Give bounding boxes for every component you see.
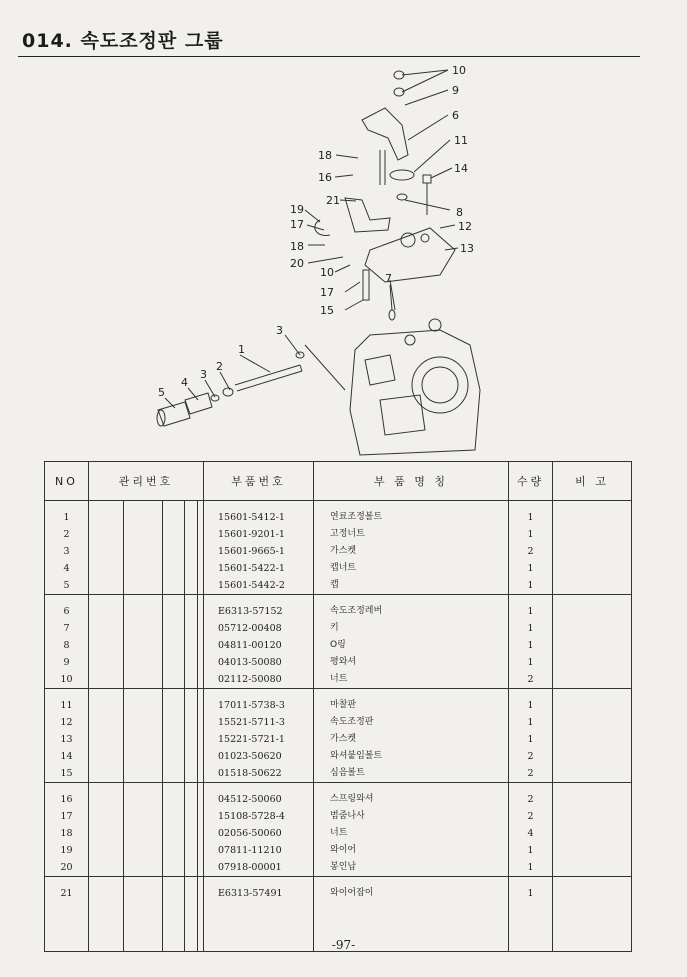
part-no: 02112-50080 <box>218 674 282 685</box>
remark-cell <box>553 689 632 783</box>
part-no: 07918-00001 <box>218 862 282 873</box>
qty-cell <box>509 783 553 877</box>
qty-cell <box>509 501 553 595</box>
callout-17b: 17 <box>320 286 334 299</box>
part-name-cell <box>314 783 509 877</box>
callout-15: 15 <box>320 304 334 317</box>
part-no-cell <box>204 783 314 877</box>
qty: 1 <box>527 512 534 523</box>
part-name-cell <box>314 595 509 689</box>
part-name: 심음볼트 <box>330 768 365 778</box>
part-name: 연료조정볼트 <box>330 512 383 522</box>
table-header-row <box>45 462 632 501</box>
diagram-svg <box>140 60 520 460</box>
part-no: 05712-00408 <box>218 623 282 634</box>
part-no-cell <box>204 689 314 783</box>
part-name: 봉인납 <box>330 862 357 872</box>
part-name: 와셔붙임볼트 <box>330 751 383 761</box>
callout-14: 14 <box>454 162 468 175</box>
part-no: 04811-00120 <box>218 640 282 651</box>
qty: 2 <box>527 546 534 557</box>
col-header-remark: 비 고 <box>553 462 632 501</box>
row-no: 16 <box>60 794 73 805</box>
remark-cell <box>553 501 632 595</box>
part-no: 15108-5728-4 <box>218 811 285 822</box>
part-name: 캡너트 <box>330 563 357 573</box>
mgmt-cell <box>89 501 204 595</box>
row-no: 17 <box>60 811 73 822</box>
part-name: 캡 <box>330 580 339 590</box>
callout-3b: 3 <box>200 368 207 381</box>
row-no: 19 <box>60 845 73 856</box>
row-no: 6 <box>63 606 70 617</box>
part-name: 키 <box>330 623 339 633</box>
qty: 1 <box>527 580 534 591</box>
qty: 1 <box>527 862 534 873</box>
part-no: 15521-5711-3 <box>218 717 285 728</box>
part-name-cell <box>314 689 509 783</box>
qty: 1 <box>527 529 534 540</box>
page-title: 014. 속도조정판 그룹 <box>22 30 224 52</box>
mgmt-cell <box>89 783 204 877</box>
callout-16: 16 <box>318 171 332 184</box>
qty: 1 <box>527 657 534 668</box>
part-name: 너트 <box>330 674 348 684</box>
qty: 2 <box>527 674 534 685</box>
row-no: 3 <box>63 546 70 557</box>
row-no: 20 <box>60 862 73 873</box>
table-row-group <box>45 783 632 877</box>
part-no: 01518-50622 <box>218 768 282 779</box>
table-row-group <box>45 689 632 783</box>
callout-4: 4 <box>181 376 188 389</box>
row-no: 14 <box>60 751 73 762</box>
callout-12: 12 <box>458 220 472 233</box>
part-name: 와이어 <box>330 845 357 855</box>
qty: 1 <box>527 623 534 634</box>
part-no-cell <box>204 595 314 689</box>
part-no: 17011-5738-3 <box>218 700 285 711</box>
qty: 2 <box>527 794 534 805</box>
row-no: 21 <box>60 888 73 899</box>
callout-8: 8 <box>456 206 463 219</box>
no-cell <box>45 783 89 877</box>
title-rule <box>18 56 640 57</box>
col-header-no: NO <box>45 462 89 501</box>
row-no: 2 <box>63 529 70 540</box>
row-no: 5 <box>63 580 70 591</box>
col-header-mgmt: 관리번호 <box>89 462 204 501</box>
callout-18b: 18 <box>290 240 304 253</box>
row-no: 4 <box>63 563 70 574</box>
part-name: 가스켓 <box>330 734 357 744</box>
part-name: 스프링와셔 <box>330 794 374 804</box>
part-name: 속도조정레버 <box>330 606 383 616</box>
callout-17: 17 <box>290 218 304 231</box>
part-no: 15601-9201-1 <box>218 529 285 540</box>
row-no: 13 <box>60 734 73 745</box>
row-no: 8 <box>63 640 70 651</box>
part-no: 04013-50080 <box>218 657 282 668</box>
callout-13: 13 <box>460 242 474 255</box>
row-no: 10 <box>60 674 73 685</box>
part-no: 07811-11210 <box>218 845 282 856</box>
qty: 1 <box>527 640 534 651</box>
part-no: E6313-57152 <box>218 606 283 617</box>
part-no: 02056-50060 <box>218 828 282 839</box>
qty: 1 <box>527 845 534 856</box>
qty-cell <box>509 595 553 689</box>
qty: 1 <box>527 734 534 745</box>
callout-6: 6 <box>452 109 459 122</box>
callout-11: 11 <box>454 134 468 147</box>
qty: 4 <box>527 828 534 839</box>
qty: 1 <box>527 606 534 617</box>
part-name: 가스켓 <box>330 546 357 556</box>
callout-5: 5 <box>158 386 165 399</box>
callout-7: 7 <box>385 272 392 285</box>
row-no: 11 <box>60 700 73 711</box>
part-name: 마찰판 <box>330 700 357 710</box>
row-no: 1 <box>63 512 70 523</box>
qty: 2 <box>527 751 534 762</box>
qty: 1 <box>527 700 534 711</box>
qty: 1 <box>527 888 534 899</box>
part-no: 15601-5412-1 <box>218 512 285 523</box>
remark-cell <box>553 595 632 689</box>
callout-19: 19 <box>290 203 304 216</box>
part-no: 15221-5721-1 <box>218 734 285 745</box>
row-no: 7 <box>63 623 70 634</box>
parts-table <box>44 461 632 952</box>
callout-10b: 10 <box>320 266 334 279</box>
callout-3a: 3 <box>276 324 283 337</box>
part-name: 속도조정판 <box>330 717 374 727</box>
part-name: 평와셔 <box>330 657 357 667</box>
row-no: 12 <box>60 717 73 728</box>
callout-20: 20 <box>290 257 304 270</box>
qty: 2 <box>527 811 534 822</box>
callout-1: 1 <box>238 343 245 356</box>
row-no: 9 <box>63 657 70 668</box>
part-no: 15601-5442-2 <box>218 580 285 591</box>
part-name-cell <box>314 501 509 595</box>
col-header-qty: 수량 <box>509 462 553 501</box>
page-number: -97- <box>331 938 356 952</box>
callout-2: 2 <box>216 360 223 373</box>
qty: 1 <box>527 563 534 574</box>
row-no: 18 <box>60 828 73 839</box>
part-name: 와이어잡이 <box>330 888 374 898</box>
part-no: 01023-50620 <box>218 751 282 762</box>
table-row-group <box>45 595 632 689</box>
remark-cell <box>553 783 632 877</box>
part-no: 15601-5422-1 <box>218 563 285 574</box>
callout-18: 18 <box>318 149 332 162</box>
row-no: 15 <box>60 768 73 779</box>
mgmt-cell <box>89 689 204 783</box>
part-no: 04512-50060 <box>218 794 282 805</box>
part-name: O링 <box>330 640 346 650</box>
qty-cell <box>509 689 553 783</box>
callout-21: 21 <box>326 194 340 207</box>
part-no: 15601-9665-1 <box>218 546 285 557</box>
part-name: 범줌나사 <box>330 811 365 821</box>
table-row-group <box>45 501 632 595</box>
callout-10: 10 <box>452 64 466 77</box>
part-no-cell <box>204 501 314 595</box>
exploded-parts-diagram <box>140 60 520 460</box>
part-no: E6313-57491 <box>218 888 283 899</box>
no-cell <box>45 689 89 783</box>
col-header-part-no: 부품번호 <box>204 462 314 501</box>
qty: 2 <box>527 768 534 779</box>
no-cell <box>45 595 89 689</box>
col-header-part-name: 부 품 명 칭 <box>314 462 509 501</box>
part-name: 고정너트 <box>330 529 365 539</box>
callout-9: 9 <box>452 84 459 97</box>
qty: 1 <box>527 717 534 728</box>
mgmt-cell <box>89 595 204 689</box>
part-name: 너트 <box>330 828 348 838</box>
no-cell <box>45 501 89 595</box>
